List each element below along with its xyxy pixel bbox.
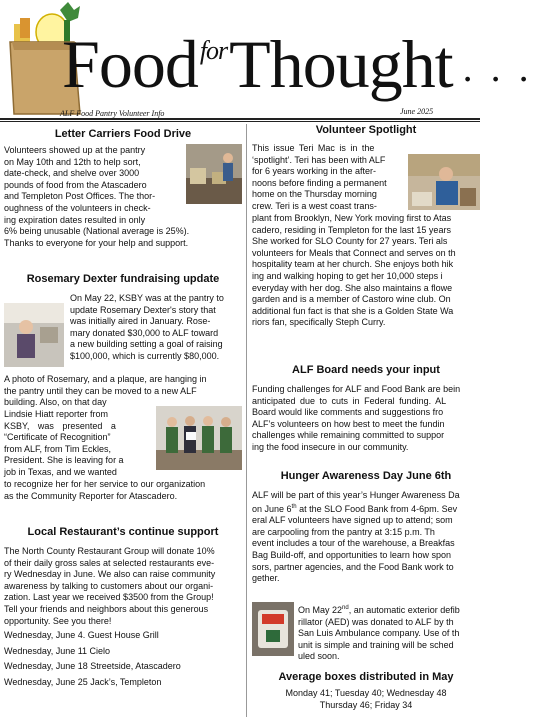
text-span: , an automatic exterior defib	[348, 605, 460, 615]
superscript: th	[291, 503, 297, 510]
text-line: awareness by talking to customers about our organi-	[4, 580, 214, 591]
text-line: garden and is a member of Castoro wine club. On	[252, 294, 451, 305]
text-line: oughness of the volunteers in check-	[4, 202, 151, 213]
column-divider	[246, 124, 247, 717]
text-line: plant from Brooklyn, New York moving first to Atas	[252, 213, 452, 223]
text-line: Board would like comments and suggestions fro	[252, 407, 444, 418]
schedule-item: Wednesday, June 4. Guest House Grill	[4, 630, 159, 640]
text-line: a new building setting a goal of raising	[70, 339, 223, 350]
masthead-title	[62, 26, 533, 113]
text-line: building. Also, on that day	[4, 397, 107, 408]
masthead-subtitle: ALF Food Pantry Volunteer Info	[60, 109, 165, 118]
text-line: anticipated due to cuts in Federal funding. AL	[252, 395, 447, 406]
rosemary-text-right	[70, 293, 242, 363]
text-line: additional fun fact is that she is a Golden State Wa	[252, 305, 454, 316]
text-line: pounds of food from the Atascadero	[4, 179, 147, 190]
text-line: update Rosemary Dexter's story that	[70, 304, 216, 315]
text-line: everyday with her dog. She also maintains a flowe	[252, 282, 453, 293]
text-line: on May 10th and 12th to help sort,	[4, 156, 141, 167]
text-line: Bag Build-off, and opportunities to learn how spon	[252, 549, 451, 560]
text-line: A photo of Rosemary, and a plaque, are hanging in	[4, 374, 207, 384]
title-dots: . . .	[462, 45, 533, 90]
text-line: Thanks to everyone for your help and support.	[4, 237, 189, 248]
text-line: San Luis Ambulance company. Use of th	[298, 628, 460, 639]
superscript: nd	[342, 605, 349, 611]
certificate-photo	[156, 406, 242, 470]
text-line: as the Community Reporter for Atascadero.	[4, 490, 178, 501]
text-line: This issue Teri Mac is in the	[252, 143, 375, 153]
rosemary-photo	[4, 303, 64, 367]
text-line: rillator (AED) was donated to ALF by th	[298, 616, 454, 627]
text-span: on June 6	[252, 503, 292, 514]
text-line: zation. Last year we received $3500 from the Group!	[4, 592, 214, 603]
title-thought: Thought	[229, 26, 453, 102]
text-line: crew. Teri is a west coast trans-	[252, 200, 377, 211]
text-line	[252, 502, 480, 516]
restaurant-text	[4, 546, 242, 627]
text-line: ALF’s volunteers on how best to meet the fundin	[252, 418, 445, 429]
masthead-rule-thin	[0, 121, 480, 122]
text-line	[298, 603, 480, 617]
text-line: of their daily gross sales at selected restaurants eve-	[4, 557, 215, 568]
hunger-text	[252, 490, 480, 585]
text-line: home on the Thursday morning	[252, 189, 377, 200]
text-line: eral ALF volunteers have signed up to attend; som	[252, 515, 453, 526]
text-line: 6% being unusable (National average is 25%).	[4, 226, 190, 237]
text-line: from ALF, from Tim Eckles,	[4, 443, 112, 454]
text-line: noons before finding a permanent	[252, 177, 387, 188]
heading-letter-carriers: Letter Carriers Food Drive	[54, 128, 192, 140]
text-line: was initially aired in January. Rose-	[70, 316, 211, 327]
schedule-item: Wednesday, June 25 Jack’s, Templeton	[4, 676, 162, 687]
text-line: challenges while remaining committed to suppor	[252, 430, 445, 441]
text-line: Tell your friends and neighbors about this generous	[4, 603, 209, 614]
text-line: KSBY, was presented a	[4, 420, 116, 431]
text-line: hospitality team at her church. She enjoys both hik	[252, 259, 454, 270]
text-line: ‘spotlight’. Teri has been with ALF	[252, 154, 386, 165]
boxes-line: Monday 41; Tuesday 40; Wednesday 48	[285, 688, 447, 698]
heading-board: ALF Board needs your input	[292, 364, 440, 376]
rosemary-text-full	[4, 374, 242, 409]
text-line: She worked for SLO County for 27 years. Teri als	[252, 236, 448, 247]
heading-restaurant: Local Restaurant’s continue support	[27, 526, 219, 538]
heading-hunger: Hunger Awareness Day June 6th	[280, 470, 452, 482]
text-line: ing expiration dates resulted in only	[4, 214, 146, 225]
masthead	[0, 0, 533, 122]
masthead-date: June 2025	[400, 107, 434, 116]
text-line: to recognize her for her service to our organization	[4, 479, 206, 489]
teri-photo	[408, 154, 480, 210]
text-line: event includes a tour of the warehouse, a Breakfas	[252, 538, 455, 549]
rosemary-text-end	[4, 479, 242, 502]
text-span: On May 22	[298, 605, 343, 615]
text-line: for 6 years working in the after-	[252, 166, 377, 177]
text-line: $100,000, which is currently $80,000.	[70, 350, 220, 361]
text-line: Funding challenges for ALF and Food Bank are bein	[252, 384, 461, 394]
text-line: ing the food insecure in our community.	[252, 441, 409, 452]
aed-text	[298, 603, 480, 663]
text-line: and Templeton Post Offices. The thor-	[4, 191, 156, 202]
text-line: President. She is leaving for a	[4, 455, 124, 466]
text-span: at the SLO Food Bank from 4-6pm. Sev	[296, 503, 458, 514]
text-line: ing and walking hoping to get her 10,000 steps i	[252, 270, 443, 281]
text-line: riors fan, specifically Steph Curry.	[252, 317, 386, 328]
boxes-line: Thursday 46; Friday 34	[319, 699, 413, 710]
rosemary-text-left	[4, 409, 154, 479]
text-line: job in Texas, and we wanted	[4, 466, 117, 477]
text-line: uled soon.	[298, 651, 340, 662]
heading-spotlight: Volunteer Spotlight	[315, 124, 417, 136]
letter-carriers-text	[4, 145, 242, 249]
text-line: cadero, residing in Templeton for the last 15 years	[252, 224, 451, 235]
spotlight-text-left	[252, 143, 406, 213]
aed-photo	[252, 602, 294, 656]
text-line: gether.	[252, 573, 280, 584]
text-line: the pantry until they can be moved to a new ALF	[4, 385, 197, 396]
text-line: ry Wednesday in June. We also can raise community	[4, 569, 216, 580]
text-line: mary donated $30,000 to ALF toward	[70, 327, 219, 338]
text-line: date-check, and shelve over 3000	[4, 168, 140, 179]
title-for: for	[199, 36, 228, 65]
text-line: opportunity. See you there!	[4, 615, 112, 626]
title-food: Food	[62, 26, 198, 102]
text-line: sors, partner agencies, and the Food Bank work to	[252, 561, 454, 572]
board-text	[252, 384, 480, 454]
text-line: volunteers for Meals that Connect and serves on th	[252, 247, 456, 258]
text-line: are carpooling from the pantry at 3:15 p.m. Th	[252, 526, 435, 537]
schedule-item: Wednesday, June 11 Cielo	[4, 645, 111, 656]
boxes-text	[252, 688, 480, 711]
heading-rosemary: Rosemary Dexter fundraising update	[26, 273, 220, 285]
text-line: unit is simple and training will be sched	[298, 639, 454, 650]
text-line: ALF will be part of this year’s Hunger Awareness Da	[252, 490, 460, 500]
spotlight-text-full	[252, 213, 480, 329]
text-line: Volunteers showed up at the pantry	[4, 145, 146, 155]
text-line: Lindsie Hiatt reporter from	[4, 409, 109, 419]
heading-boxes: Average boxes distributed in May	[278, 671, 454, 683]
text-line: “Certificate of Recognition”	[4, 432, 111, 443]
masthead-rule	[0, 118, 480, 120]
text-line: On May 22, KSBY was at the pantry to	[70, 293, 224, 303]
text-line: The North County Restaurant Group will donate 10%	[4, 546, 215, 556]
restaurant-schedule	[4, 628, 242, 690]
schedule-item: Wednesday, June 18 Streetside, Atascadero	[4, 661, 181, 671]
